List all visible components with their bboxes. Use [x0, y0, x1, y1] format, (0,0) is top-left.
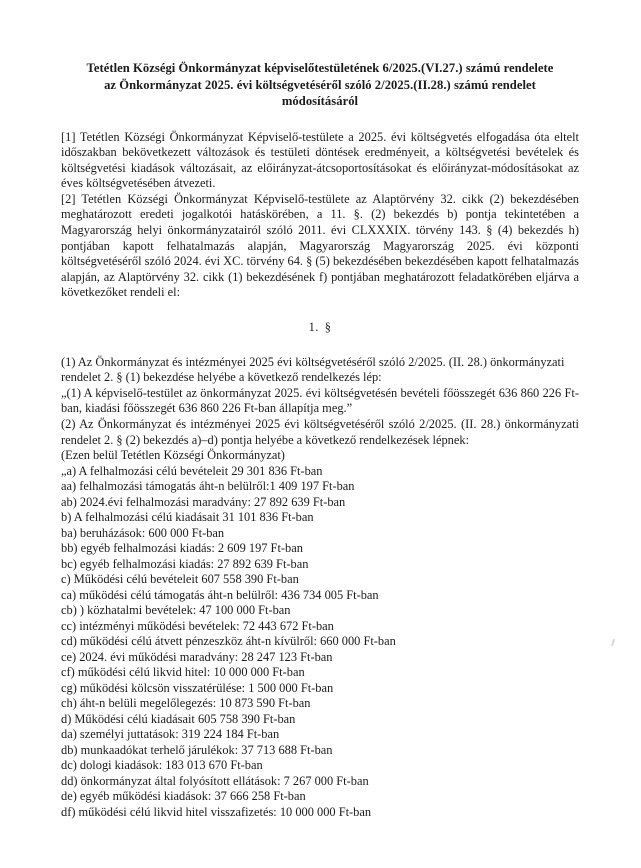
list-item: ce) 2024. évi működési maradvány: 28 247 123 Ft-ban — [61, 649, 333, 664]
title-line-1: Tetétlen Községi Önkormányzat képviselőtestületének 6/2025.(VI.27.) számú rendelete — [86, 61, 554, 75]
subsection-2-block — [61, 417, 579, 464]
title-line-3: módosításáról — [281, 94, 359, 108]
list-item: „a) A felhalmozási célú bevételeit 29 301 836 Ft-ban — [61, 463, 323, 478]
list-item: cg) működési kölcsön visszatérülése: 1 500 000 Ft-ban — [61, 680, 334, 695]
preamble-paragraph-2: [2] Tetétlen Községi Önkormányzat Képviselő-testülete az Alaptörvény 32. cikk (2) bekezdésében meghatározott eredeti jogalkotói hatáskörében, a 11. §. (2) bekezdés b) pontja tekintetében a Magyarország helyi önkormányzatairól szóló 2011. évi CLXXXIX. törvény 143. § (4) bekezdés h) pontjában kapott felhatalmazás alapján, Magyarország Magyarország 2025. évi központi költségvetéséről szóló 2024. évi XC. törvény 64. § (5) bekezdésében bekezdésében kapott felhatalmazás alapján, az Alaptörvény 32. cikk (1) bekezdésének f) pontjában meghatározott feladatkörében eljárva a következőket rendeli el: — [61, 191, 579, 300]
list-item: da) személyi juttatások: 319 224 184 Ft-ban — [61, 727, 280, 742]
list-item: cd) működési célú átvett pénzeszköz áht-n kívülről: 660 000 Ft-ban — [61, 634, 396, 649]
list-item: dc) dologi kiadások: 183 013 670 Ft-ban — [61, 758, 263, 773]
list-item: cf) működési célú likvid hitel: 10 000 000 Ft-ban — [61, 665, 305, 680]
subsection-1-intro: (1) Az Önkormányzat és intézményei 2025 évi költségvetéséről szóló 2/2025. (II. 28.) önkormányzati rendelet 2. § (1) bekezdése helyébe a következő rendelkezés lép: — [61, 354, 565, 385]
list-item: aa) felhalmozási támogatás áht-n belülről:1 409 197 Ft-ban — [61, 479, 355, 494]
list-item: bc) egyéb felhalmozási kiadás: 27 892 639 Ft-ban — [61, 556, 309, 571]
preamble-block — [61, 130, 579, 302]
list-item: cc) intézményi működési bevételek: 72 443 672 Ft-ban — [61, 618, 334, 633]
document-content — [61, 60, 579, 820]
list-item: b) A felhalmozási célú kiadásait 31 101 836 Ft-ban — [61, 510, 314, 525]
subsection-1-block — [61, 355, 579, 417]
list-item: db) munkaadókat terhelő járulékok: 37 713 688 Ft-ban — [61, 742, 333, 757]
list-item: df) működési célú likvid hitel visszafizetés: 10 000 000 Ft-ban — [61, 804, 372, 819]
title-line-2: az Önkormányzat 2025. évi költségvetéséről szóló 2/2025.(II.28.) számú rendelet — [104, 77, 536, 92]
subsection-1-quote: „(1) A képviselő-testület az önkormányzat 2025. évi költségvetésén bevételi főösszegét 636 860 226 Ft-ban, kiadási főösszegét 636 860 226 Ft-ban állapítja meg.” — [61, 385, 579, 416]
section-number: 1. — [308, 320, 319, 335]
budget-item-list — [61, 464, 579, 821]
list-item: ca) működési célú támogatás áht-n belülről: 436 734 005 Ft-ban — [61, 587, 379, 602]
list-item: d) Működési célú kiadásait 605 758 390 Ft-ban — [61, 711, 296, 726]
list-item: de) egyéb működési kiadások: 37 666 258 Ft-ban — [61, 789, 306, 804]
preamble-paragraph-1: [1] Tetétlen Községi Önkormányzat Képviselő-testülete a 2025. évi költségvetés elfogadása óta eltelt időszakban bekövetkezett változások és testületi döntések eredményeit, a költségvetési bevételek és költségvetési kiadások változásait, az előirányzat-átcsoportosításokat és előirányzat-módosításokat az éves költségvetésében átvezeti. — [61, 129, 579, 191]
list-item: dd) önkormányzat által folyósított ellátások: 7 267 000 Ft-ban — [61, 773, 369, 788]
section-symbol-icon: § — [324, 320, 332, 335]
list-item: ch) áht-n belüli megelőlegezés: 10 873 590 Ft-ban — [61, 696, 311, 711]
scope-note: (Ezen belül Tetétlen Községi Önkormányzat) — [61, 448, 285, 463]
list-item: bb) egyéb felhalmozási kiadás: 2 609 197 Ft-ban — [61, 541, 303, 556]
page-title — [61, 60, 579, 110]
section-heading — [61, 320, 579, 336]
subsection-2-intro: (2) Az Önkormányzat és intézményei 2025 évi költségvetéséről szóló 2/2025. (II. 28.) önkormányzati rendelet 2. § (2) bekezdés a)–d) pontja helyébe a következő rendelkezések lépnek: — [61, 417, 579, 447]
paper-speck — [611, 639, 615, 646]
list-item: c) Működési célú bevételeit 607 558 390 Ft-ban — [61, 572, 299, 587]
list-item: cb) ) közhatalmi bevételek: 47 100 000 Ft-ban — [61, 603, 291, 618]
list-item: ba) beruházások: 600 000 Ft-ban — [61, 525, 225, 540]
list-item: ab) 2024.évi felhalmozási maradvány: 27 892 639 Ft-ban — [61, 494, 346, 509]
